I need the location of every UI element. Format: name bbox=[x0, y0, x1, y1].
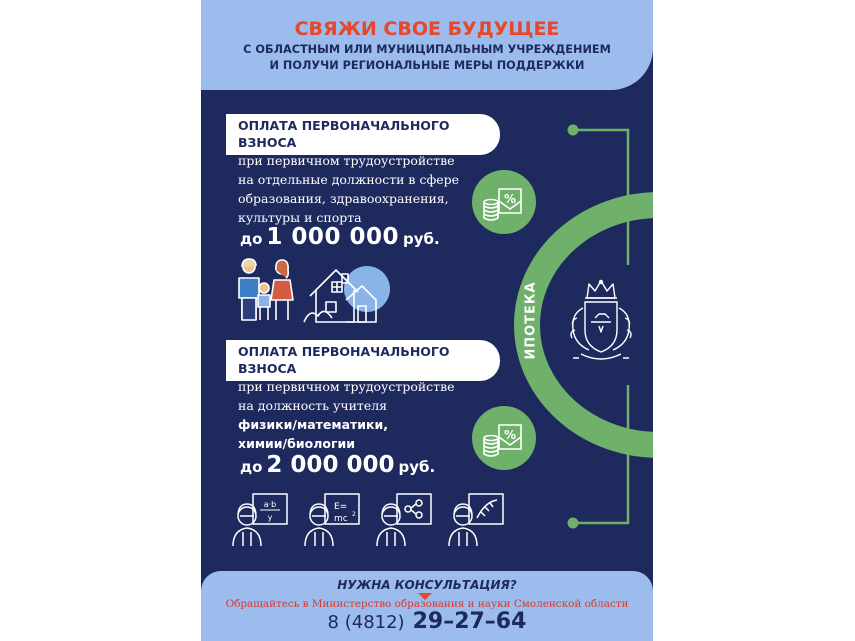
offer1-desc-line: при первичном трудоустройстве bbox=[238, 153, 455, 168]
offer1-title-line2: ВЗНОСА bbox=[238, 135, 297, 150]
offer2-amount-value: 2 000 000 bbox=[266, 452, 395, 478]
offer2-title-line1: ОПЛАТА ПЕРВОНАЧАЛЬНОГО bbox=[238, 344, 450, 359]
offer2-desc-bold-line: химии/биологии bbox=[238, 436, 355, 451]
board-text: a·b bbox=[263, 500, 277, 509]
offer1-desc-line: культуры и спорта bbox=[238, 210, 362, 225]
phone-number bbox=[201, 609, 653, 634]
phone-code: 8 (4812) bbox=[327, 612, 405, 633]
board-text: 2 bbox=[352, 511, 356, 518]
coat-of-arms-icon bbox=[559, 278, 643, 366]
offer2-title-line2: ВЗНОСА bbox=[238, 361, 297, 376]
offer1-desc-line: образования, здравоохранения, bbox=[238, 191, 449, 206]
board-text: E= bbox=[334, 502, 348, 512]
offer1-amount-value: 1 000 000 bbox=[266, 224, 399, 250]
offer2-desc-bold-line: физики/математики, bbox=[238, 417, 389, 432]
contact-text: Обращайтесь в Министерство образования и науки Смоленской области bbox=[225, 598, 629, 610]
poster-title: СВЯЖИ СВОЕ БУДУЩЕЕ bbox=[294, 18, 560, 40]
poster bbox=[201, 0, 653, 641]
money-percent-icon bbox=[471, 169, 537, 235]
subtitle-line-2: И ПОЛУЧИ РЕГИОНАЛЬНЫЕ МЕРЫ ПОДДЕРЖКИ bbox=[269, 59, 585, 72]
percent-symbol: % bbox=[503, 192, 517, 206]
timeline-dot-top bbox=[568, 125, 579, 136]
offer2-amount-prefix: до bbox=[240, 458, 263, 476]
money-percent-icon bbox=[471, 405, 537, 471]
offer2-desc-line: на должность учителя bbox=[238, 398, 388, 413]
offer1-amount-prefix: до bbox=[240, 230, 263, 248]
subtitle-line-1: С ОБЛАСТНЫМ ИЛИ МУНИЦИПАЛЬНЫМ УЧРЕЖДЕНИЕМ bbox=[243, 43, 611, 56]
phone-digits: 29–27–64 bbox=[412, 609, 527, 634]
offer2-amount-unit: руб. bbox=[398, 458, 436, 476]
consult-heading: НУЖНА КОНСУЛЬТАЦИЯ? bbox=[337, 578, 517, 592]
offer1-title-line1: ОПЛАТА ПЕРВОНАЧАЛЬНОГО bbox=[238, 118, 450, 133]
offer1-desc-line: на отдельные должности в сфере bbox=[238, 172, 460, 187]
board-text: y bbox=[267, 513, 273, 522]
timeline-dot-bottom bbox=[568, 518, 579, 529]
board-text: mc bbox=[334, 514, 348, 524]
percent-symbol: % bbox=[503, 428, 517, 442]
offer1-amount-unit: руб. bbox=[402, 230, 440, 248]
mortgage-label: ИПОТЕКА bbox=[523, 281, 539, 360]
offer2-desc-line: при первичном трудоустройстве bbox=[238, 379, 455, 394]
